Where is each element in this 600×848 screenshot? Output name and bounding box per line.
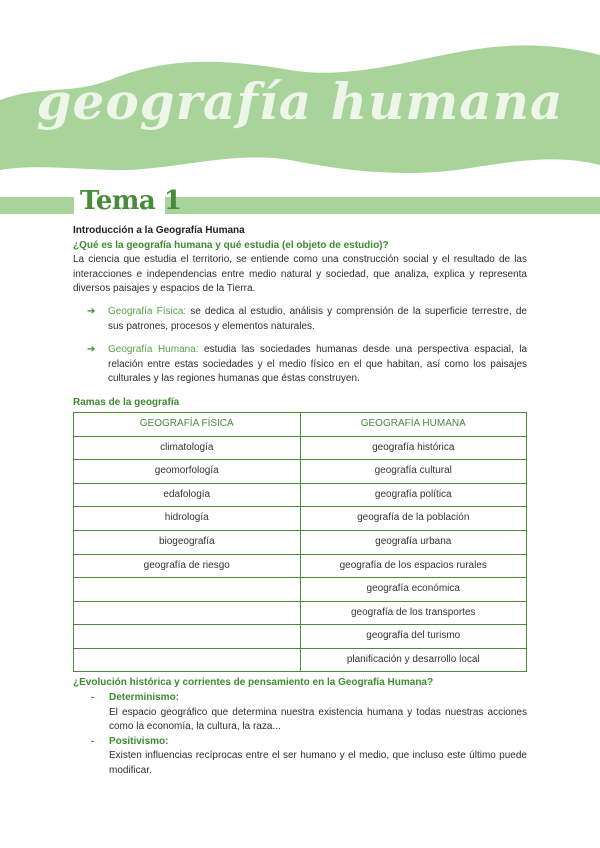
schools-list xyxy=(73,691,527,779)
tema-bar-right xyxy=(165,197,600,214)
definition-item xyxy=(73,305,527,334)
definition-term: Geografía Física: xyxy=(108,305,187,317)
tema-bar-left xyxy=(0,197,74,214)
intro-paragraph: La ciencia que estudia el territorio, se entiende como una construcción social y el resultado de las interacciones e independencias entre medio natural y sociedad, que analiza, explica y representa diversos paisajes y espacios de la Tierra. xyxy=(73,254,527,295)
table-row xyxy=(74,436,527,460)
school-name: Positivismo: xyxy=(109,735,169,747)
definition-term: Geografía Humana: xyxy=(108,344,199,356)
table-cell: geografía política xyxy=(300,483,527,507)
banner-title: geografía humana xyxy=(36,72,564,131)
dash-bullet: - xyxy=(91,735,95,747)
definition-text: estudia las sociedades humanas desde una perspectiva espacial, la relación entre estas sociedades y el medio físico en el que habitan, así como los paisajes culturales y las regiones humanas que éstas construyen. xyxy=(108,344,527,385)
table-row xyxy=(74,507,527,531)
table-cell: planificación y desarrollo local xyxy=(300,648,527,672)
table-cell: biogeografía xyxy=(74,530,301,554)
table-cell: geografía de los espacios rurales xyxy=(300,554,527,578)
intro-heading: Introducción a la Geografía Humana xyxy=(73,225,245,236)
intro-question: ¿Qué es la geografía humana y qué estudia (el objeto de estudio)? xyxy=(73,239,389,251)
definition-text: se dedica al estudio, análisis y comprensión de la superficie terrestre, de sus patrones, procesos y elementos naturales. xyxy=(108,305,527,332)
table-row xyxy=(74,625,527,649)
table-cell: geografía del turismo xyxy=(300,625,527,649)
branches-heading: Ramas de la geografía xyxy=(73,396,180,408)
column-header-human: GEOGRAFÍA HUMANA xyxy=(300,412,527,436)
table-cell xyxy=(74,578,301,602)
table-cell: geografía histórica xyxy=(300,436,527,460)
table-row xyxy=(74,530,527,554)
column-header-physical: GEOGRAFÍA FÍSICA xyxy=(74,412,301,436)
table-cell: hidrología xyxy=(74,507,301,531)
school-item xyxy=(73,735,527,779)
table-cell xyxy=(74,648,301,672)
table-row xyxy=(74,460,527,484)
table-cell: geografía de riesgo xyxy=(74,554,301,578)
table-cell: geografía económica xyxy=(300,578,527,602)
arrow-right-icon: ➔ xyxy=(87,305,96,317)
tema-title: Tema 1 xyxy=(80,186,182,216)
table-row xyxy=(74,483,527,507)
table-cell xyxy=(74,601,301,625)
table-row xyxy=(74,554,527,578)
table-cell: geomorfología xyxy=(74,460,301,484)
table-cell: climatología xyxy=(74,436,301,460)
branches-table xyxy=(73,412,527,673)
definition-list xyxy=(73,305,527,387)
main-content xyxy=(73,224,527,779)
table-cell xyxy=(74,625,301,649)
dash-bullet: - xyxy=(91,692,95,704)
table-cell: edafología xyxy=(74,483,301,507)
evolution-heading: ¿Evolución histórica y corrientes de pensamiento en la Geografía Humana? xyxy=(73,677,434,689)
table-cell: geografía de los transportes xyxy=(300,601,527,625)
school-description: El espacio geográfico que determina nuestra existencia humana y todas nuestras acciones como la economía, la cultura, la raza... xyxy=(109,706,527,733)
definition-item xyxy=(73,343,527,387)
table-cell: geografía de la población xyxy=(300,507,527,531)
table-cell: geografía cultural xyxy=(300,460,527,484)
table-row xyxy=(74,648,527,672)
table-row xyxy=(74,578,527,602)
table-header-row xyxy=(74,412,527,436)
table-cell: geografía urbana xyxy=(300,530,527,554)
table-row xyxy=(74,601,527,625)
school-description: Existen influencias recíprocas entre el ser humano y el medio, que incluso este último puede modificar. xyxy=(109,750,527,777)
school-name: Determinismo: xyxy=(109,692,180,704)
arrow-right-icon: ➔ xyxy=(87,344,96,356)
school-item xyxy=(73,691,527,735)
